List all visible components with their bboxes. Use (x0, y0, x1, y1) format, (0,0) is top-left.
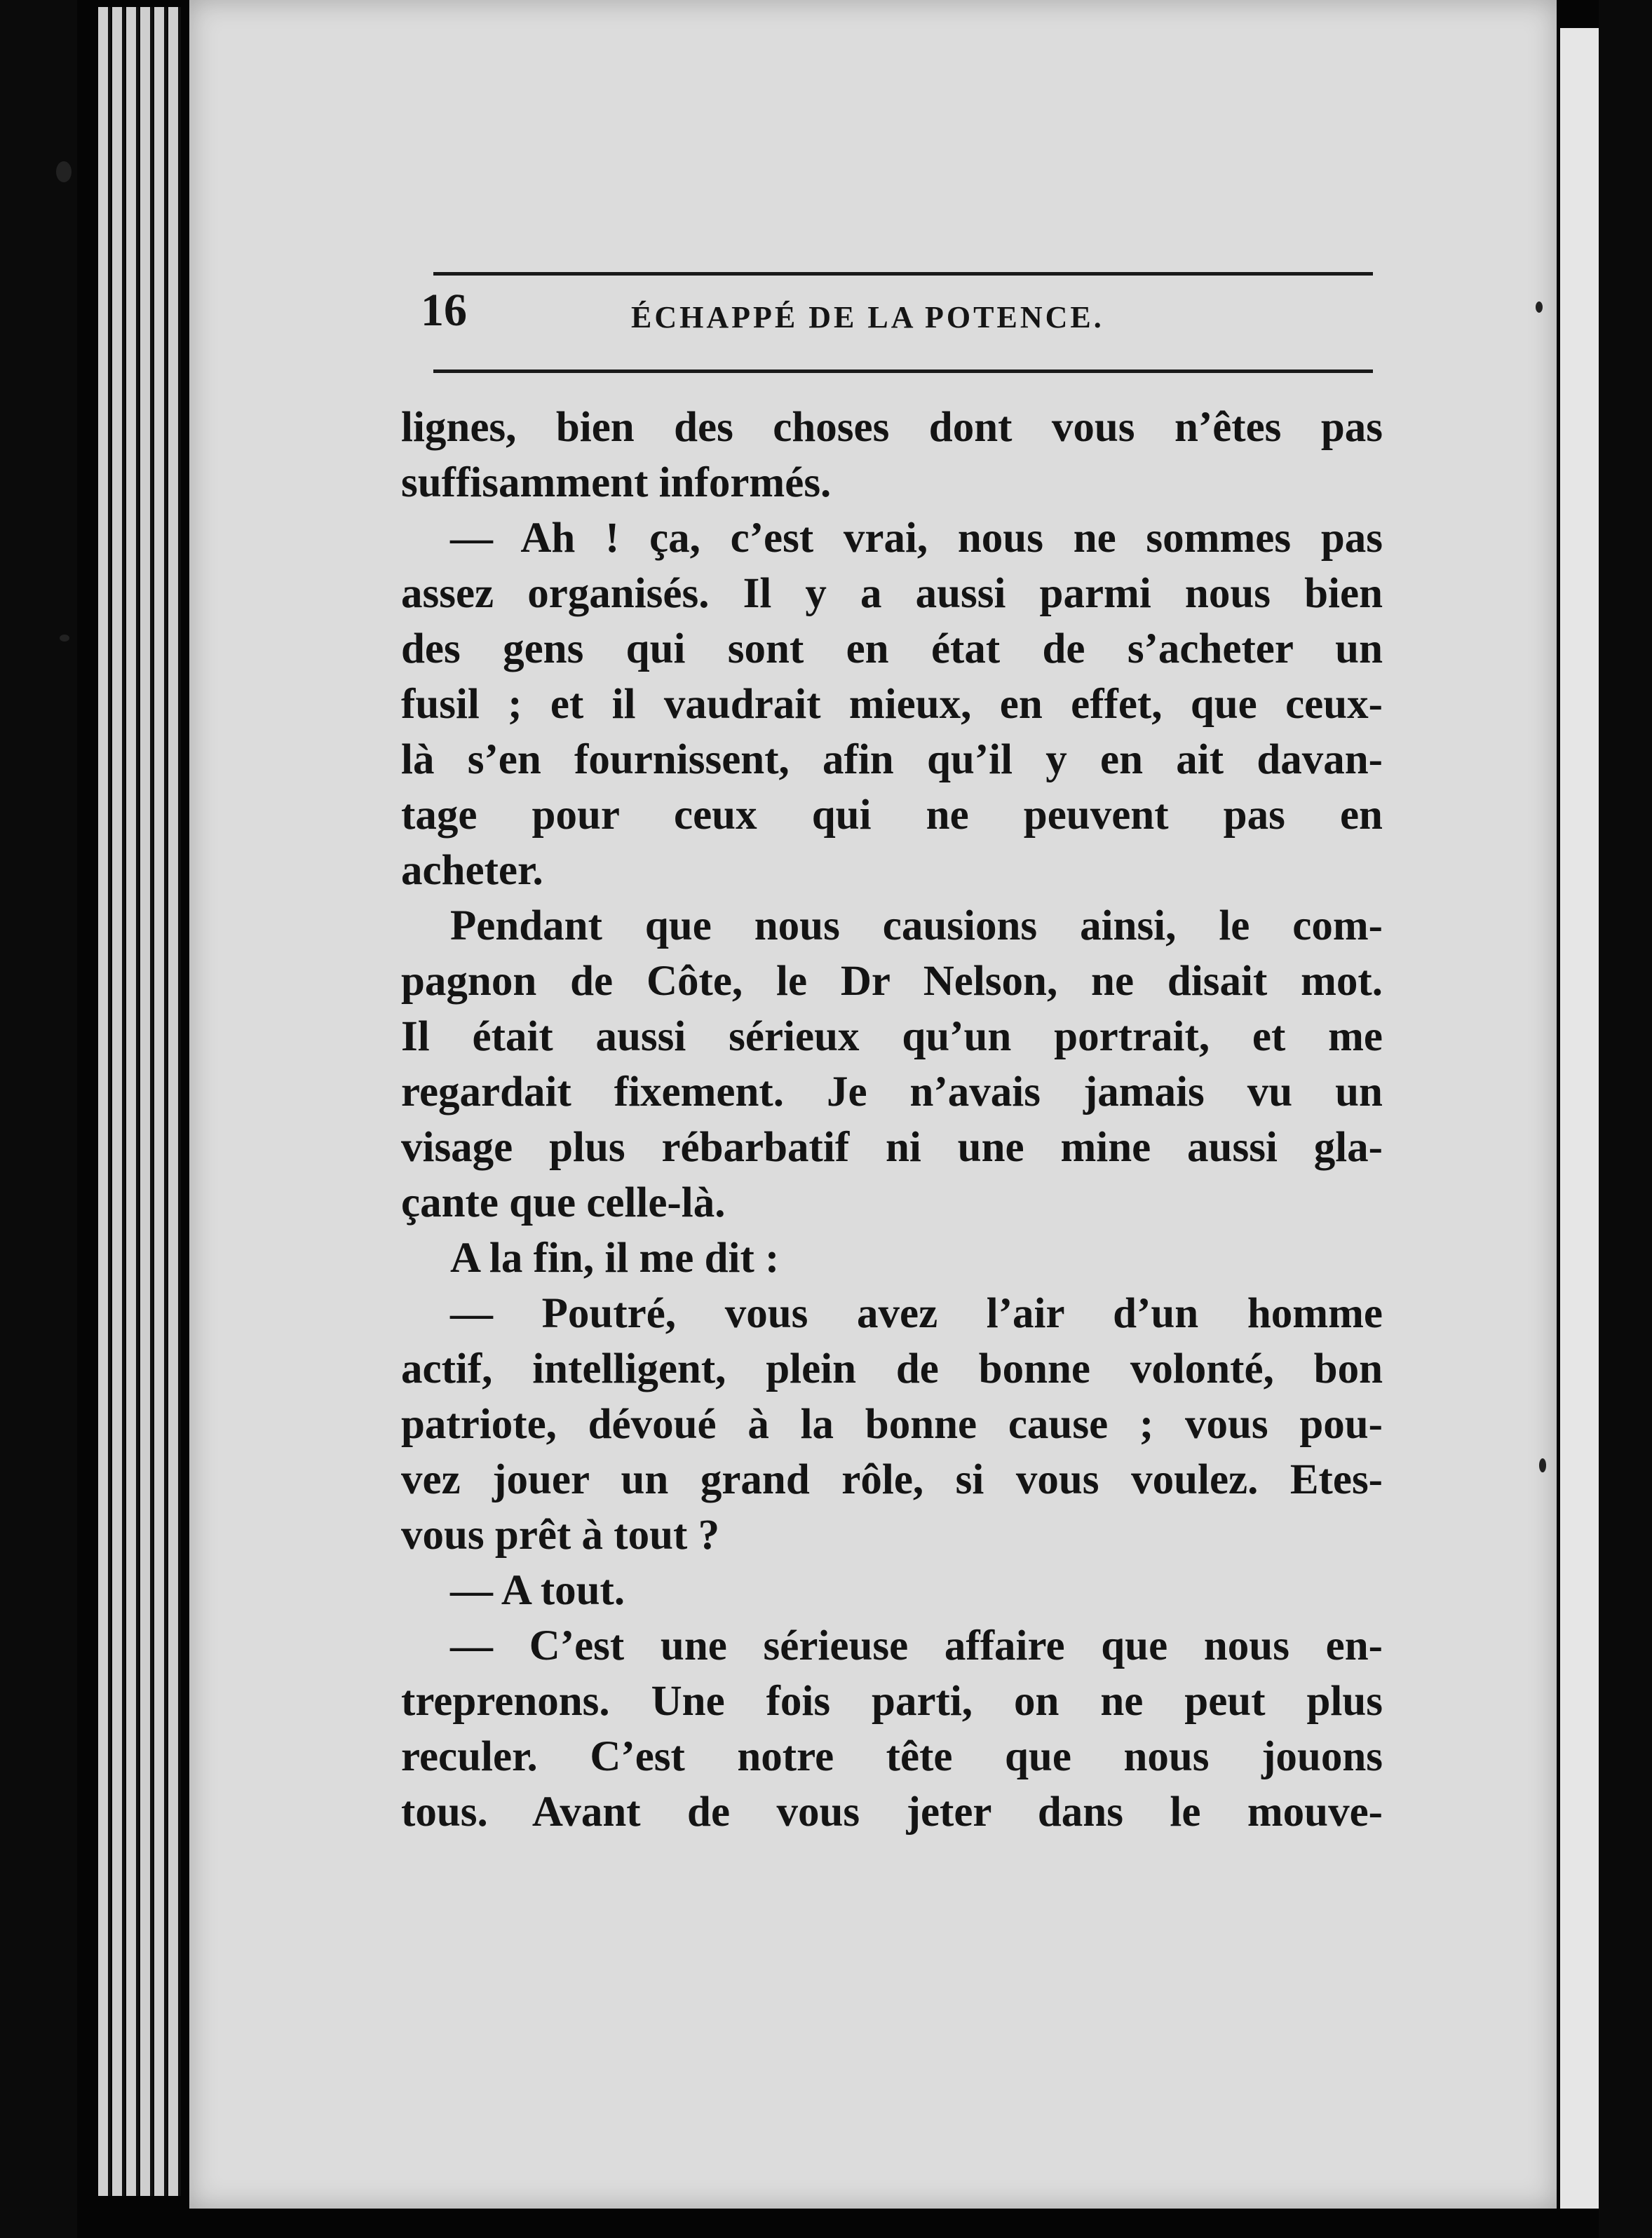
text-line: vez jouer un grand rôle, si vous voulez. Etes- (401, 1456, 1383, 1503)
text-line: des gens qui sont en état de s’acheter un (401, 625, 1383, 672)
text-line: — A tout. (450, 1567, 625, 1614)
dust-speck (56, 161, 72, 182)
text-line: treprenons. Une fois parti, on ne peut plus (401, 1678, 1383, 1725)
text-line: tous. Avant de vous jeter dans le mouve- (401, 1789, 1383, 1836)
text-line: fusil ; et il vaudrait mieux, en effet, que ceux- (401, 681, 1383, 728)
page-edge (98, 7, 111, 2196)
text-line: reculer. C’est notre tête que nous jouons (401, 1733, 1383, 1780)
text-line: pagnon de Côte, le Dr Nelson, ne disait mot. (401, 958, 1383, 1005)
text-line: Il était aussi sérieux qu’un portrait, et me (401, 1013, 1383, 1060)
text-line: — Poutré, vous avez l’air d’un homme (450, 1290, 1383, 1337)
text-line: actif, intelligent, plein de bonne volonté, bon (401, 1345, 1383, 1392)
text-line: là s’en fournissent, afin qu’il y en ait davan- (401, 736, 1383, 783)
body-text (401, 400, 1383, 1840)
text-line: acheter. (401, 847, 543, 894)
right-background (1599, 0, 1652, 2238)
dust-speck (1536, 301, 1543, 313)
text-line: suffisamment informés. (401, 459, 832, 506)
page-edge (154, 7, 167, 2196)
page-edge (126, 7, 139, 2196)
page-edge (140, 7, 153, 2196)
text-line: Pendant que nous causions ainsi, le com- (450, 902, 1383, 949)
text-line: — C’est une sérieuse affaire que nous en- (450, 1622, 1383, 1669)
dust-speck (1539, 1458, 1546, 1472)
running-title: ÉCHAPPÉ DE LA POTENCE. (631, 300, 1104, 334)
page-edge (168, 7, 181, 2196)
text-line: çante que celle-là. (401, 1179, 726, 1226)
text-line: patriote, dévoué à la bonne cause ; vous pou- (401, 1401, 1383, 1448)
right-page-edge (1560, 28, 1599, 2209)
page-number: 16 (421, 285, 467, 336)
text-line: tage pour ceux qui ne peuvent pas en (401, 792, 1383, 839)
text-line: lignes, bien des choses dont vous n’êtes pas (401, 404, 1383, 451)
text-line: regardait fixement. Je n’avais jamais vu un (401, 1069, 1383, 1115)
page-edge (112, 7, 125, 2196)
text-line: visage plus rébarbatif ni une mine aussi gla- (401, 1124, 1383, 1171)
header-bottom-rule (433, 369, 1373, 373)
text-line: vous prêt à tout ? (401, 1512, 720, 1559)
text-line: A la fin, il me dit : (450, 1235, 780, 1282)
left-background (0, 0, 77, 2238)
header-top-rule (433, 272, 1373, 276)
text-line: — Ah ! ça, c’est vrai, nous ne sommes pas (450, 515, 1383, 562)
dust-speck (60, 635, 69, 642)
text-line: assez organisés. Il y a aussi parmi nous bien (401, 570, 1383, 617)
